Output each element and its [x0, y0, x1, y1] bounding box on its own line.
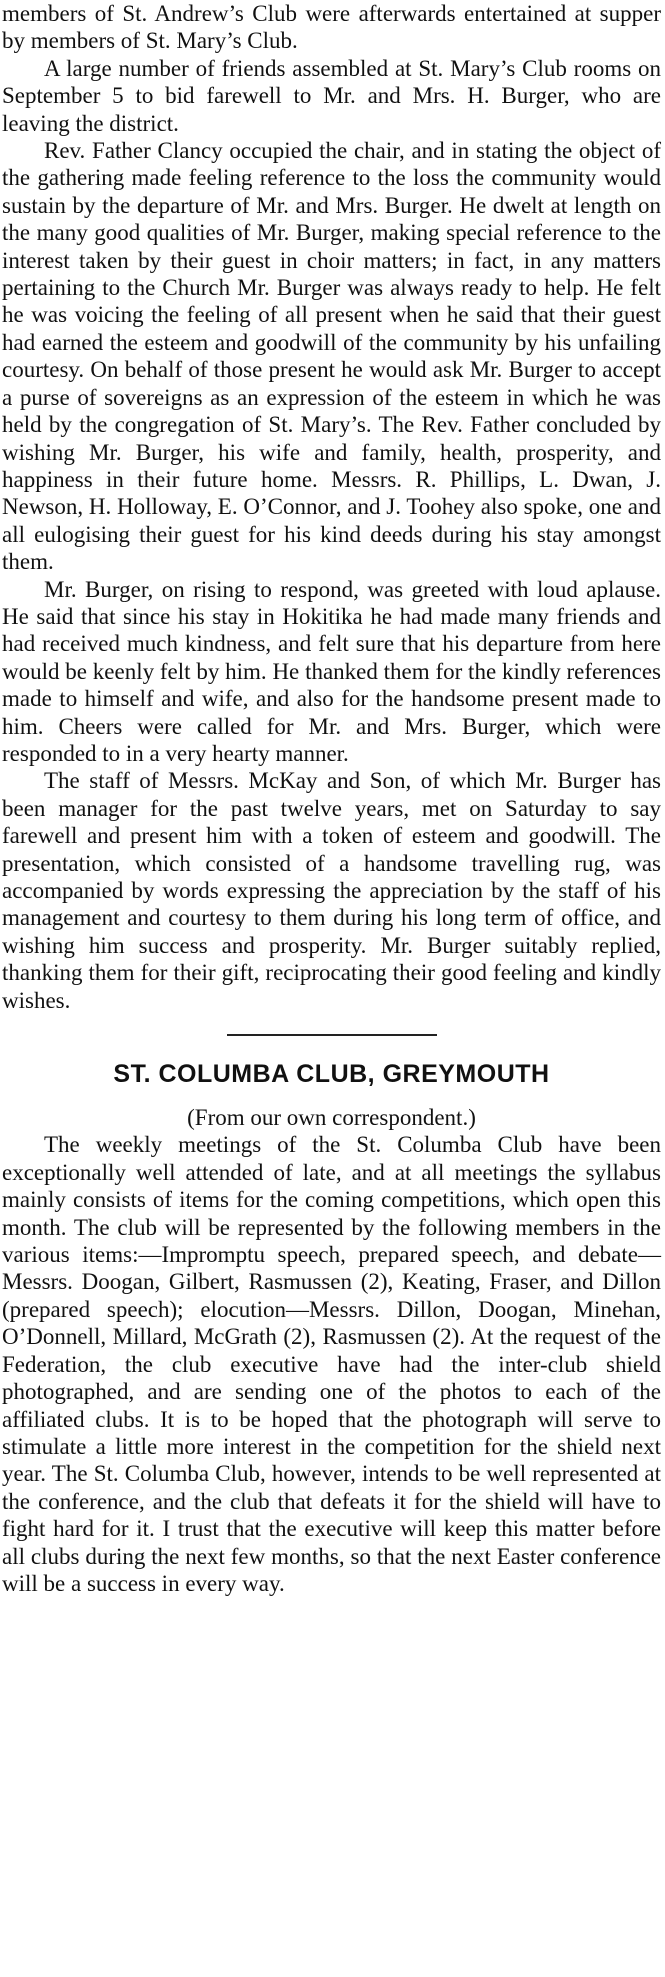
paragraph-continuation: members of St. Andrew’s Club were afterwards entertained at supper by members of St. Mary’s Club. — [2, 1, 661, 54]
paragraph-st-columba: The weekly meetings of the St. Columba Club have been exceptionally well attended of late, and at all meetings the syllabus mainly consists of items for the coming competitions, which open this month. The club will be represented by the following members in the various items:—Impromptu speech, prepared speech, and debate—Messrs. Doogan, Gilbert, Rasmussen (2), Keating, Fraser, and Dillon (prepared speech); elocution—Messrs. Dillon, Doogan, Minehan, O’Donnell, Millard, McGrath (2), Rasmussen (2). At the request of the Federation, the club executive have had the inter-club shield photographed, and are sending one of the photos to each of the affiliated clubs. It is to be hoped that the photograph will serve to stimulate a little more interest in the competition for the shield next year. The St. Columba Club, however, intends to be well represented at the conference, and the club that defeats it for the shield will have to fight hard for it. I trust that the executive will keep this matter before all clubs during the next few months, so that the next Easter conference will be a success in every way. — [2, 1132, 661, 1596]
paragraph-father-clancy: Rev. Father Clancy occupied the chair, and in stating the object of the gathering made feeling reference to the loss the community would sustain by the departure of Mr. and Mrs. Burger. He dwelt at length on the many good qualities of Mr. Burger, making special reference to the interest taken by their guest in choir matters; in fact, in any matters pertaining to the Church Mr. Burger was always ready to help. He felt he was voicing the feeling of all present when he said that their guest had earned the esteem and goodwill of the community by his unfailing courtesy. On behalf of those present he would ask Mr. Burger to accept a purse of sovereigns as an expression of the esteem in which he was held by the congregation of St. Mary’s. The Rev. Father concluded by wishing Mr. Burger, his wife and family, health, prosperity, and happiness in their future home. Messrs. R. Phillips, L. Dwan, J. Newson, H. Holloway, E. O’Connor, and J. Toohey also spoke, one and all eulogising their guest for his kind deeds during his stay amongst them. — [2, 138, 661, 575]
paragraph-staff-presentation: The staff of Messrs. McKay and Son, of which Mr. Burger has been manager for the past twelve years, met on Saturday to say farewell and present him with a token of esteem and goodwill. The presentation, which consisted of a handsome travelling rug, was accompanied by words expressing the appreciation by the staff of his management and courtesy to them during his long term of office, and wishing him success and prosperity. Mr. Burger suitably replied, thanking them for their gift, reciprocating their good feeling and kindly wishes. — [2, 768, 661, 1013]
article-st-columba — [2, 1058, 661, 1597]
article-heading: ST. COLUMBA CLUB, GREYMOUTH — [113, 1060, 550, 1089]
article-farewell-burger — [2, 0, 661, 1014]
article-byline: (From our own correspondent.) — [187, 1105, 476, 1131]
paragraph-farewell-intro: A large number of friends assembled at St. Mary’s Club rooms on September 5 to bid farewell to Mr. and Mrs. H. Burger, who are leaving the district. — [2, 55, 661, 136]
section-divider — [227, 1034, 437, 1036]
paragraph-burger-response: Mr. Burger, on rising to respond, was greeted with loud aplause. He said that since his stay in Hokitika he had made many friends and had received much kindness, and felt sure that his departure from here would be keenly felt by him. He thanked them for the kindly references made to himself and wife, and also for the handsome present made to him. Cheers were called for Mr. and Mrs. Burger, which were responded to in a very hearty manner. — [2, 576, 661, 766]
